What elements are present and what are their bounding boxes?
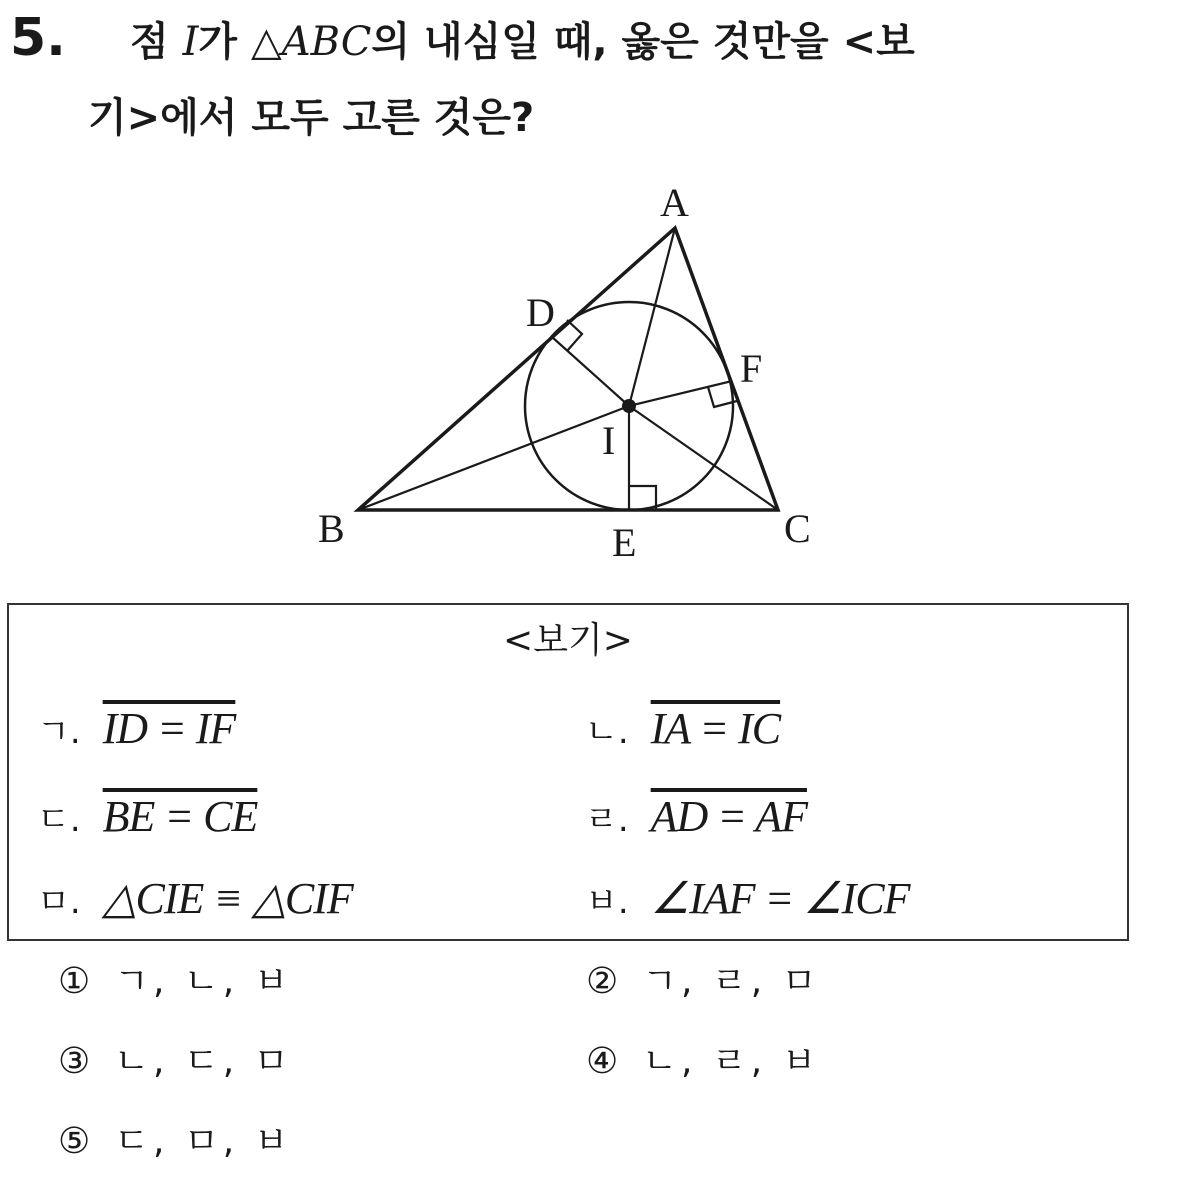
segment-id bbox=[552, 337, 629, 406]
triangle-abc bbox=[358, 228, 778, 510]
choice-2[interactable] bbox=[586, 960, 820, 1004]
point-i-symbol: I bbox=[182, 19, 199, 65]
label-f: F bbox=[740, 346, 763, 391]
bogi-item-label: ㄱ. bbox=[37, 712, 81, 752]
triangle-abc-symbol: △ABC bbox=[250, 19, 372, 65]
bogi-title: <보기> bbox=[503, 620, 633, 661]
choice-text: ㄱ, ㄹ, ㅁ bbox=[642, 961, 821, 1002]
incenter-dot bbox=[622, 399, 636, 413]
segment-if bbox=[629, 381, 732, 406]
bogi-item-expr: △CIE ≡ △CIF bbox=[102, 874, 353, 923]
label-i: I bbox=[602, 418, 616, 463]
choice-number: ③ bbox=[58, 1041, 91, 1082]
bogi-item-label: ㄴ. bbox=[585, 712, 629, 752]
question-number: 5. bbox=[10, 8, 66, 68]
bogi-item-expr: AD = AF bbox=[650, 792, 807, 841]
choice-text: ㄴ, ㄷ, ㅁ bbox=[114, 1041, 293, 1082]
bisector-from-b bbox=[358, 406, 629, 510]
bogi-box bbox=[7, 603, 1129, 941]
bogi-item-6 bbox=[585, 873, 910, 924]
question-text-part: 점 bbox=[130, 19, 183, 65]
label-d: D bbox=[526, 290, 555, 335]
choice-number: ① bbox=[58, 961, 91, 1002]
choice-text: ㄷ, ㅁ, ㅂ bbox=[114, 1121, 293, 1162]
choice-1[interactable] bbox=[58, 960, 292, 1004]
choice-number: ⑤ bbox=[58, 1121, 91, 1162]
label-e: E bbox=[612, 520, 637, 565]
bogi-item-label: ㅁ. bbox=[37, 882, 81, 922]
bogi-item-expr: ID = IF bbox=[102, 704, 236, 753]
bogi-item-expr: ∠IAF = ∠ICF bbox=[650, 874, 910, 923]
choice-number: ② bbox=[586, 961, 619, 1002]
bogi-item-3 bbox=[37, 791, 257, 842]
label-a: A bbox=[660, 180, 689, 225]
choice-5[interactable] bbox=[58, 1120, 292, 1164]
label-c: C bbox=[784, 506, 811, 551]
choice-text: ㄱ, ㄴ, ㅂ bbox=[114, 961, 293, 1002]
bogi-item-label: ㄹ. bbox=[585, 800, 629, 840]
question-text-line-2: 기>에서 모두 고른 것은? bbox=[88, 95, 535, 141]
choice-number: ④ bbox=[586, 1041, 619, 1082]
bogi-item-2 bbox=[585, 703, 780, 754]
choice-3[interactable] bbox=[58, 1040, 292, 1084]
bogi-item-5 bbox=[37, 873, 353, 924]
label-b: B bbox=[318, 506, 345, 551]
bogi-item-expr: IA = IC bbox=[650, 704, 781, 753]
bogi-item-label: ㅂ. bbox=[585, 882, 629, 922]
choice-text: ㄴ, ㄹ, ㅂ bbox=[642, 1041, 821, 1082]
bogi-item-expr: BE = CE bbox=[102, 792, 258, 841]
bogi-item-4 bbox=[585, 791, 807, 842]
bogi-item-1 bbox=[37, 703, 235, 754]
bisector-from-a bbox=[629, 228, 675, 406]
bisector-from-c bbox=[629, 406, 778, 510]
question-text-part: 의 내심일 때, 옳은 것만을 <보 bbox=[371, 19, 915, 65]
choice-4[interactable] bbox=[586, 1040, 820, 1084]
bogi-item-label: ㄷ. bbox=[37, 800, 81, 840]
question-text-part: 가 bbox=[198, 19, 251, 65]
right-angle-mark-d bbox=[567, 320, 582, 351]
